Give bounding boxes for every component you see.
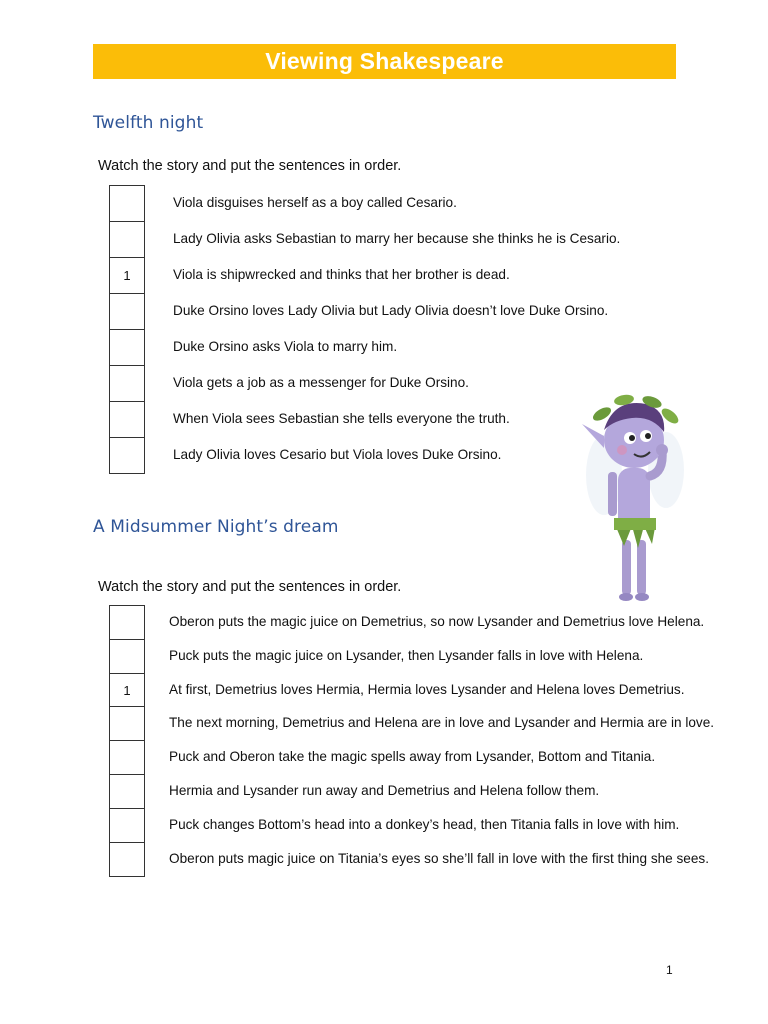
order-number-box[interactable] bbox=[109, 706, 145, 741]
page-title: Viewing Shakespeare bbox=[265, 48, 504, 74]
order-number-box[interactable]: 1 bbox=[109, 257, 145, 294]
order-sentence: Hermia and Lysander run away and Demetrius and Helena follow them. bbox=[169, 783, 600, 798]
order-sentence: Puck puts the magic juice on Lysander, then Lysander falls in love with Helena. bbox=[169, 648, 644, 663]
page-number: 1 bbox=[666, 963, 673, 977]
order-number-box[interactable] bbox=[109, 639, 145, 674]
order-sentence: Lady Olivia loves Cesario but Viola loves Duke Orsino. bbox=[173, 447, 502, 462]
order-number-box[interactable] bbox=[109, 365, 145, 402]
order-sentence: Duke Orsino asks Viola to marry him. bbox=[173, 339, 398, 354]
order-number-box[interactable] bbox=[109, 437, 145, 474]
section-heading-twelfth-night: Twelfth night bbox=[93, 113, 204, 133]
instruction-midsummer: Watch the story and put the sentences in order. bbox=[98, 579, 402, 595]
order-sentence: Puck changes Bottom’s head into a donkey’s head, then Titania falls in love with him. bbox=[169, 817, 680, 832]
instruction-twelfth-night: Watch the story and put the sentences in order. bbox=[98, 158, 402, 174]
order-sentence: Lady Olivia asks Sebastian to marry her because she thinks he is Cesario. bbox=[173, 231, 621, 246]
order-sentence: Duke Orsino loves Lady Olivia but Lady Olivia doesn’t love Duke Orsino. bbox=[173, 303, 609, 318]
order-number-box[interactable] bbox=[109, 185, 145, 222]
order-sentence: When Viola sees Sebastian she tells everyone the truth. bbox=[173, 411, 510, 426]
order-sentence: Viola is shipwrecked and thinks that her brother is dead. bbox=[173, 267, 510, 282]
order-number-box[interactable] bbox=[109, 740, 145, 775]
title-banner bbox=[93, 44, 676, 79]
order-sentence: Viola gets a job as a messenger for Duke Orsino. bbox=[173, 375, 469, 390]
order-sentence: Oberon puts the magic juice on Demetrius, so now Lysander and Demetrius love Helena. bbox=[169, 614, 705, 629]
section-heading-midsummer: A Midsummer Night’s dream bbox=[93, 517, 339, 537]
order-number-box[interactable] bbox=[109, 221, 145, 258]
order-number-box[interactable]: 1 bbox=[109, 673, 145, 708]
order-sentence: Viola disguises herself as a boy called Cesario. bbox=[173, 195, 457, 210]
order-number-box[interactable] bbox=[109, 842, 145, 877]
order-sentence: Puck and Oberon take the magic spells away from Lysander, Bottom and Titania. bbox=[169, 749, 656, 764]
order-number-box[interactable] bbox=[109, 401, 145, 438]
order-sentence: Oberon puts magic juice on Titania’s eyes so she’ll fall in love with the first thing she sees. bbox=[169, 851, 709, 866]
order-sentence: The next morning, Demetrius and Helena are in love and Lysander and Hermia are in love. bbox=[169, 715, 715, 730]
order-sentence: At first, Demetrius loves Hermia, Hermia loves Lysander and Helena loves Demetrius. bbox=[169, 682, 685, 697]
order-number-box[interactable] bbox=[109, 808, 145, 843]
order-number-box[interactable] bbox=[109, 329, 145, 366]
order-number-box[interactable] bbox=[109, 774, 145, 809]
order-number-box[interactable] bbox=[109, 605, 145, 640]
order-number-box[interactable] bbox=[109, 293, 145, 330]
puck-fairy-illustration bbox=[574, 380, 694, 605]
